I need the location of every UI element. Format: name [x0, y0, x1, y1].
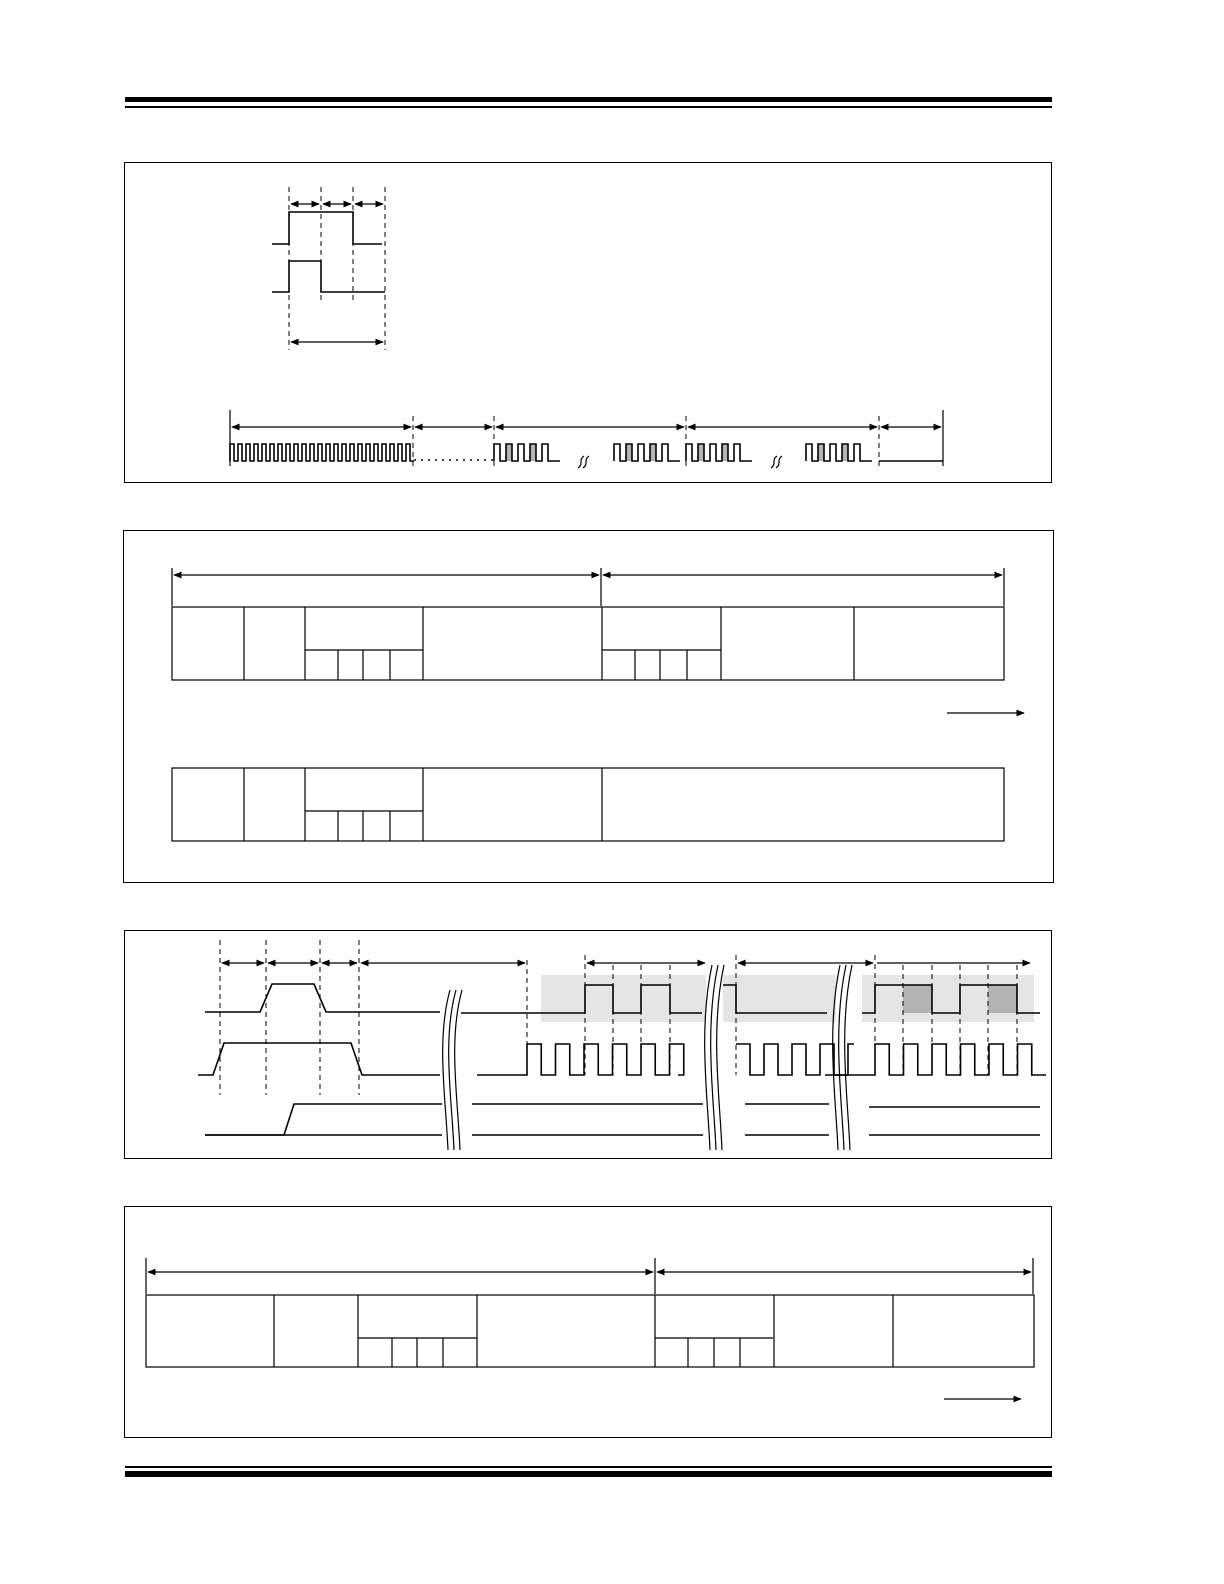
figure-4-packet-box — [124, 1206, 1052, 1438]
figure-1-timing-box — [124, 162, 1052, 483]
header-rule-thick — [125, 97, 1052, 102]
header-rule-thin — [125, 106, 1052, 108]
figure-3-timing-box — [124, 930, 1052, 1159]
footer-rule-thin — [125, 1466, 1052, 1468]
footer-rule-thick — [125, 1471, 1052, 1477]
figure-2-packet-box — [123, 530, 1054, 883]
